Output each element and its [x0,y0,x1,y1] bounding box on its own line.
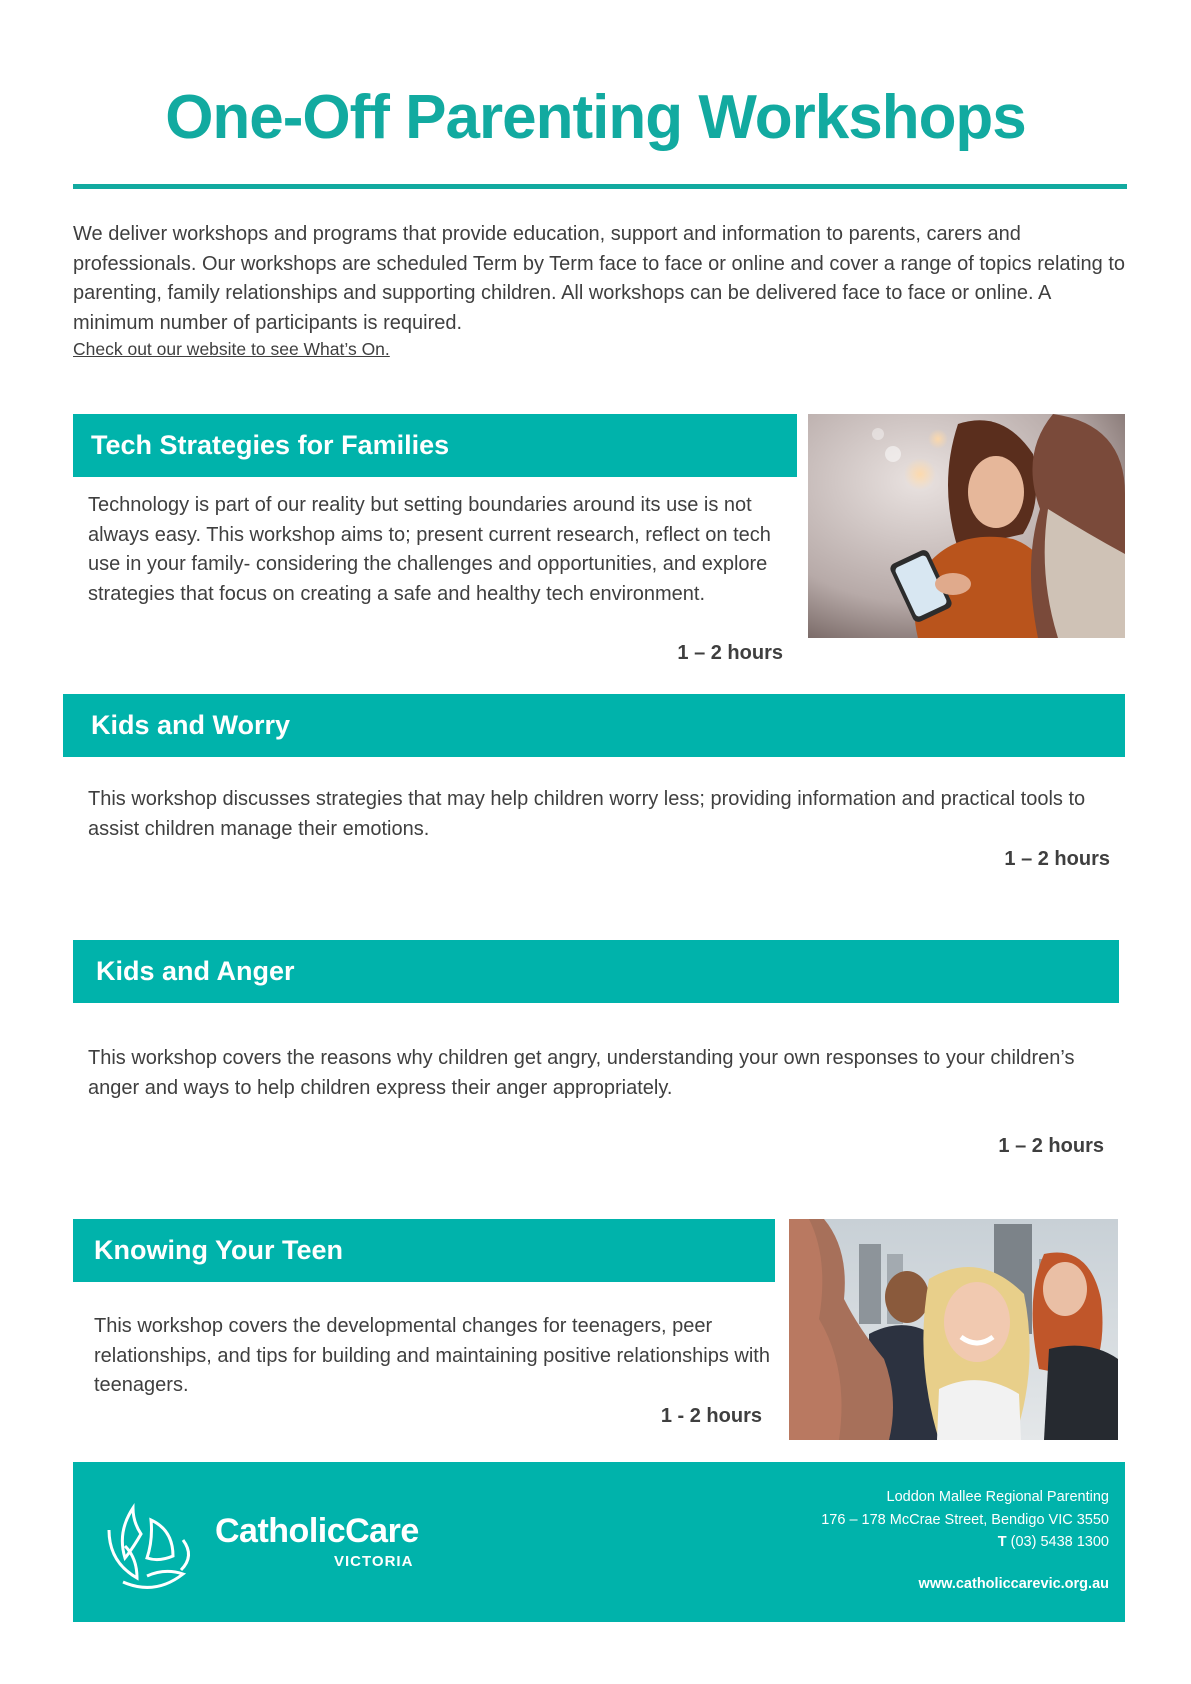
logo-subtitle: VICTORIA [334,1553,414,1570]
workshop-anger-header [73,940,1119,1003]
workshop-teen-duration: 1 - 2 hours [660,1405,762,1427]
workshop-tech-header [73,414,797,477]
workshop-teen-description: This workshop covers the developmental changes for teenagers, peer relationships, and tips for building and maintaining positive relationships with teenagers. [94,1315,770,1396]
workshop-worry-header [63,694,1125,757]
footer [73,1462,1125,1622]
catholiccare-logo [103,1500,419,1590]
workshop-title: Knowing Your Teen [94,1235,343,1265]
workshop-tech-description: Technology is part of our reality but setting boundaries around its use is not always easy. This workshop aims to; present current research, reflect on tech use in your family- considering the challenges and opportunities, and explore strategies that focus on creating a safe and healthy tech environment. [88,494,771,605]
whats-on-link[interactable]: Check out our website to see What’s On. [73,339,390,359]
workshop-anger-duration: 1 – 2 hours [998,1135,1104,1157]
title-divider [73,184,1127,189]
workshop-teen-header [73,1219,775,1282]
workshop-tech-duration: 1 – 2 hours [677,642,783,664]
workshop-worry-duration: 1 – 2 hours [1004,848,1110,870]
workshop-worry-description: This workshop discusses strategies that may help children worry less; providing information and practical tools to assist children manage their emotions. [88,788,1086,840]
address: 176 – 178 McCrae Street, Bendigo VIC 3550 [821,1511,1109,1528]
contact-block [821,1486,1109,1554]
workshop-anger-description: This workshop covers the reasons why children get angry, understanding your own responses to your children’s anger and ways to help children express their anger appropriately. [88,1047,1075,1099]
workshop-title: Tech Strategies for Families [91,430,450,460]
girl-with-phone-photo [808,414,1125,638]
intro-paragraph: We deliver workshops and programs that provide education, support and information to parents, carers and professionals. Our workshops are scheduled Term by Term face to face or online and cover a range of topics relating to parenting, family relationships and supporting children. All workshops can be delivered face to face or online. A minimum number of participants is required. [73,223,1126,334]
org-name: Loddon Mallee Regional Parenting [886,1489,1109,1505]
phone-label: T [997,1534,1007,1550]
website-link[interactable]: www.catholiccarevic.org.au [918,1576,1109,1592]
workshop-title: Kids and Anger [96,956,295,986]
workshop-title: Kids and Worry [91,710,291,740]
phone-number: (03) 5438 1300 [1010,1534,1109,1550]
logo-name: CatholicCare [215,1512,419,1550]
teenagers-selfie-photo [789,1219,1118,1440]
phone-line [821,1531,1109,1554]
page-title: One-Off Parenting Workshops [165,83,1026,152]
lotus-icon [103,1500,208,1590]
